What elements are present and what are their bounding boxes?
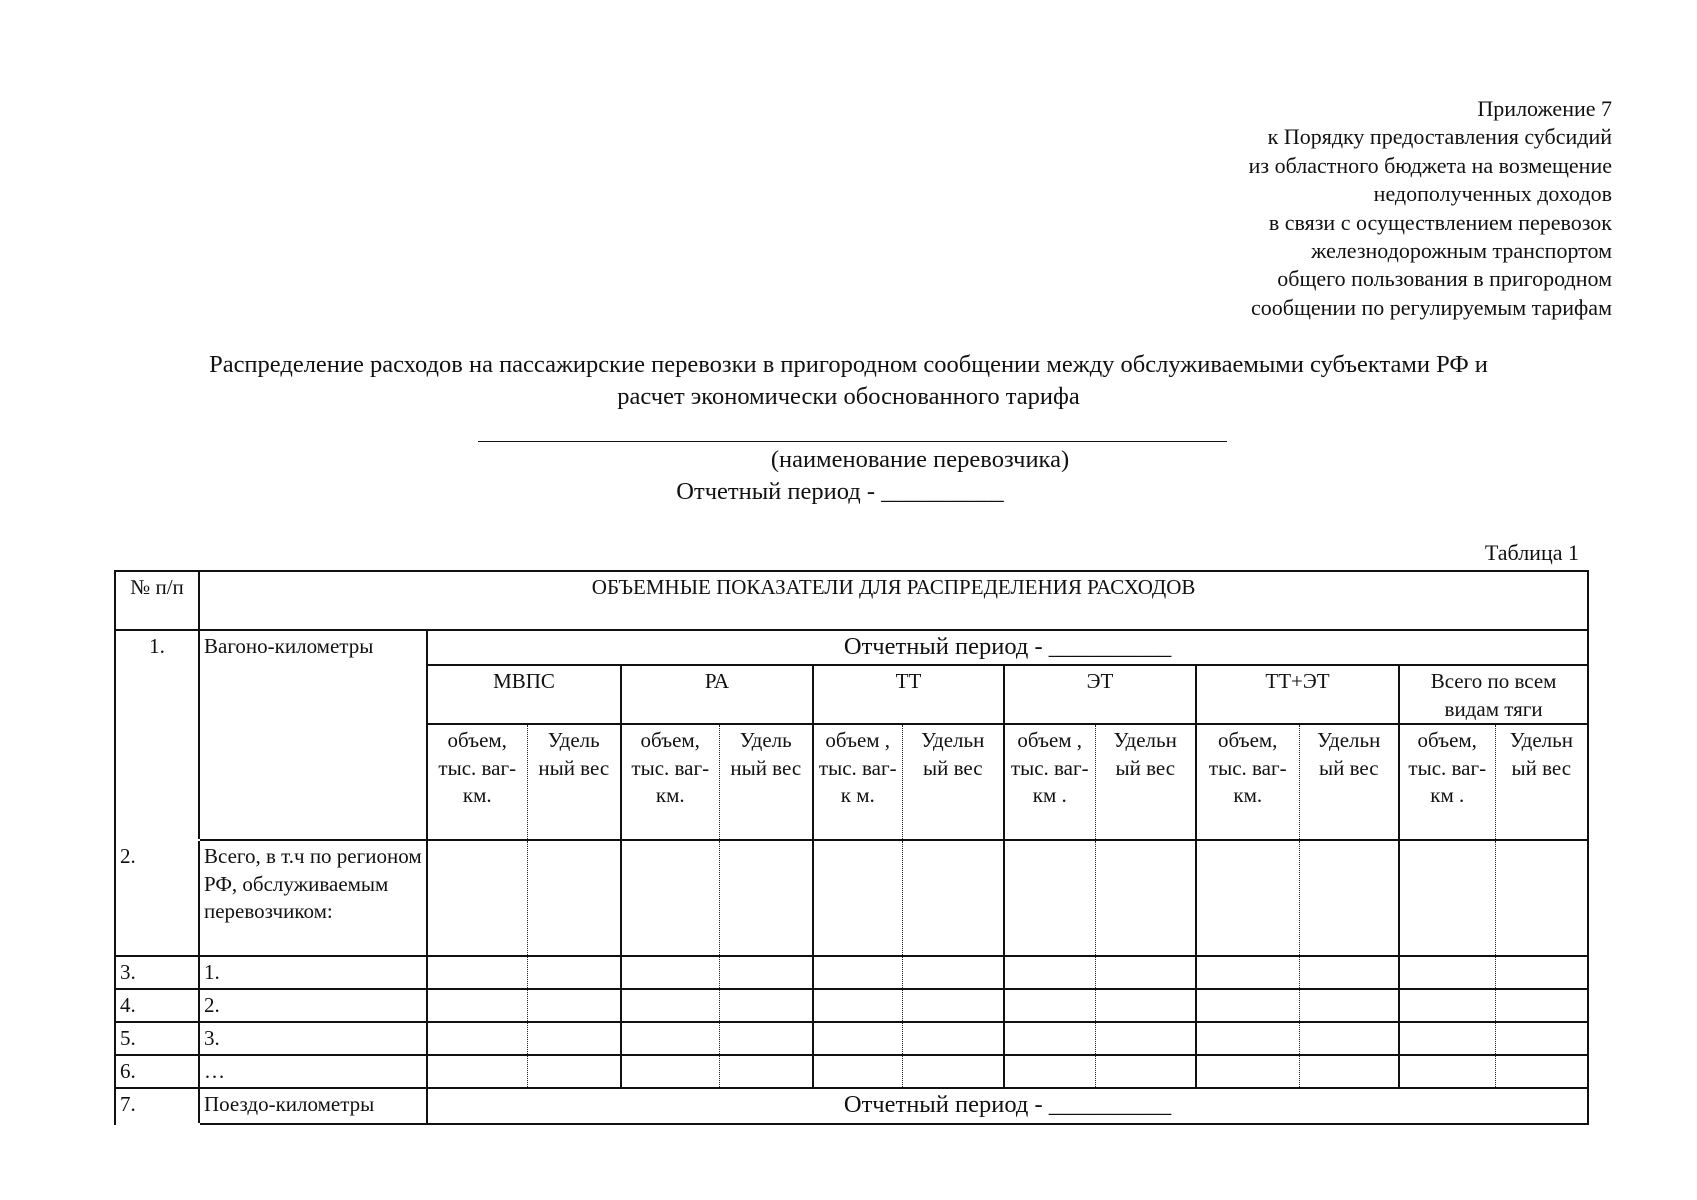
appendix-line: из областного бюджета на возмещение — [1248, 152, 1612, 178]
period-cell: Отчетный период - __________ — [427, 1088, 1588, 1124]
data-cell[interactable] — [1299, 840, 1399, 956]
row-label: Вагоно-километры — [199, 630, 427, 840]
data-cell[interactable] — [1095, 1055, 1196, 1088]
data-cell[interactable] — [813, 1055, 902, 1088]
data-cell[interactable] — [1399, 840, 1495, 956]
data-cell[interactable] — [427, 840, 527, 956]
row-number: 4. — [115, 989, 199, 1022]
traction-header: РА — [621, 665, 813, 724]
document-title — [100, 349, 1597, 413]
data-cell[interactable] — [1095, 840, 1196, 956]
sub-header: объем, тыс. ваг-км. — [621, 724, 719, 840]
reporting-period: Отчетный период - __________ — [676, 478, 1004, 505]
data-cell[interactable] — [1495, 956, 1588, 989]
appendix-block — [1012, 95, 1612, 322]
data-cell[interactable] — [902, 1022, 1004, 1055]
appendix-line: в связи с осуществлением перевозок — [1268, 209, 1612, 235]
data-cell[interactable] — [527, 989, 621, 1022]
traction-header: ТТ+ЭТ — [1196, 665, 1399, 724]
data-cell[interactable] — [1495, 989, 1588, 1022]
data-cell[interactable] — [1196, 840, 1299, 956]
row-number: 1. — [115, 630, 199, 840]
sub-header: Удельн ый вес — [1299, 724, 1399, 840]
data-cell[interactable] — [1299, 989, 1399, 1022]
row-label: 1. — [199, 956, 427, 989]
data-cell[interactable] — [719, 989, 813, 1022]
data-cell[interactable] — [1299, 956, 1399, 989]
row-number: 7. — [115, 1088, 199, 1124]
data-cell[interactable] — [427, 989, 527, 1022]
sub-header: Удельн ый вес — [1495, 724, 1588, 840]
traction-header: ЭТ — [1004, 665, 1196, 724]
data-cell[interactable] — [621, 840, 719, 956]
data-cell[interactable] — [527, 840, 621, 956]
data-cell[interactable] — [527, 1055, 621, 1088]
sub-header: объем, тыс. ваг-км. — [1196, 724, 1299, 840]
data-cell[interactable] — [1004, 840, 1095, 956]
sub-header: объем, тыс. ваг-км . — [1399, 724, 1495, 840]
traction-header: МВПС — [427, 665, 621, 724]
sub-header: объем, тыс. ваг-км. — [427, 724, 527, 840]
data-cell[interactable] — [527, 956, 621, 989]
data-cell[interactable] — [1004, 1022, 1095, 1055]
data-cell[interactable] — [902, 840, 1004, 956]
traction-header: Всего по всем видам тяги — [1399, 665, 1588, 724]
data-cell[interactable] — [621, 989, 719, 1022]
data-cell[interactable] — [1495, 1055, 1588, 1088]
data-cell[interactable] — [1095, 1022, 1196, 1055]
header-title: ОБЪЕМНЫЕ ПОКАЗАТЕЛИ ДЛЯ РАСПРЕДЕЛЕНИЯ РАСХОДОВ — [199, 571, 1588, 630]
row-number: 6. — [115, 1055, 199, 1088]
data-cell[interactable] — [621, 1055, 719, 1088]
sub-header: Удельн ый вес — [1095, 724, 1196, 840]
row-number: 2. — [115, 840, 199, 956]
data-cell[interactable] — [1399, 1022, 1495, 1055]
appendix-line: Приложение 7 — [1477, 96, 1612, 121]
data-cell[interactable] — [1004, 989, 1095, 1022]
title-line-2: расчет экономически обоснованного тарифа — [617, 383, 1080, 410]
row-number: 5. — [115, 1022, 199, 1055]
data-cell[interactable] — [621, 1022, 719, 1055]
data-cell[interactable] — [427, 1022, 527, 1055]
appendix-line: железнодорожным транспортом — [1311, 238, 1612, 264]
data-cell[interactable] — [1495, 1022, 1588, 1055]
data-cell[interactable] — [902, 956, 1004, 989]
header-no: № п/п — [115, 571, 199, 630]
data-cell[interactable] — [427, 956, 527, 989]
row-label: 3. — [199, 1022, 427, 1055]
data-cell[interactable] — [1004, 1055, 1095, 1088]
appendix-line: сообщении по регулируемым тарифам — [1250, 294, 1612, 320]
data-cell[interactable] — [527, 1022, 621, 1055]
data-cell[interactable] — [719, 840, 813, 956]
appendix-line: общего пользования в пригородном — [1277, 266, 1612, 292]
sub-header: объем , тыс. ваг-к м. — [813, 724, 902, 840]
data-cell[interactable] — [1399, 989, 1495, 1022]
data-cell[interactable] — [719, 956, 813, 989]
data-cell[interactable] — [813, 956, 902, 989]
row-label: Поездо-километры — [199, 1088, 427, 1124]
appendix-line: недополученных доходов — [1373, 181, 1612, 207]
carrier-name-line — [478, 441, 1227, 442]
row-label: 2. — [199, 989, 427, 1022]
data-cell[interactable] — [1399, 956, 1495, 989]
table-caption: Таблица 1 — [1484, 540, 1579, 565]
data-cell[interactable] — [719, 1055, 813, 1088]
data-cell[interactable] — [813, 840, 902, 956]
data-cell[interactable] — [1095, 956, 1196, 989]
row-label: Всего, в т.ч по регионом РФ, обслуживаемым перевозчиком: — [199, 840, 427, 956]
data-cell[interactable] — [1095, 989, 1196, 1022]
period-cell: Отчетный период - __________ — [427, 630, 1588, 665]
title-line-1: Распределение расходов на пассажирские перевозки в пригородном сообщении между обслуживаемыми субъектами РФ и — [209, 351, 1488, 378]
sub-header: Удель ный вес — [527, 724, 621, 840]
data-cell[interactable] — [902, 1055, 1004, 1088]
volume-indicators-table — [114, 570, 1589, 1125]
data-cell[interactable] — [813, 989, 902, 1022]
data-cell[interactable] — [902, 989, 1004, 1022]
data-cell[interactable] — [1196, 1055, 1299, 1088]
sub-header: объем , тыс. ваг-км . — [1004, 724, 1095, 840]
sub-header: Удельн ый вес — [902, 724, 1004, 840]
data-cell[interactable] — [1495, 840, 1588, 956]
data-cell[interactable] — [1196, 1022, 1299, 1055]
data-cell[interactable] — [1299, 1022, 1399, 1055]
appendix-line: к Порядку предоставления субсидий — [1267, 124, 1612, 150]
data-cell[interactable] — [1004, 956, 1095, 989]
data-cell[interactable] — [719, 1022, 813, 1055]
data-cell[interactable] — [813, 1022, 902, 1055]
carrier-name-caption: (наименование перевозчика) — [770, 446, 1070, 473]
data-cell[interactable] — [621, 956, 719, 989]
traction-header: ТТ — [813, 665, 1004, 724]
data-cell[interactable] — [1299, 1055, 1399, 1088]
data-cell[interactable] — [1196, 956, 1299, 989]
data-cell[interactable] — [427, 1055, 527, 1088]
row-number: 3. — [115, 956, 199, 989]
data-cell[interactable] — [1196, 989, 1299, 1022]
row-label: … — [199, 1055, 427, 1088]
sub-header: Удель ный вес — [719, 724, 813, 840]
data-cell[interactable] — [1399, 1055, 1495, 1088]
